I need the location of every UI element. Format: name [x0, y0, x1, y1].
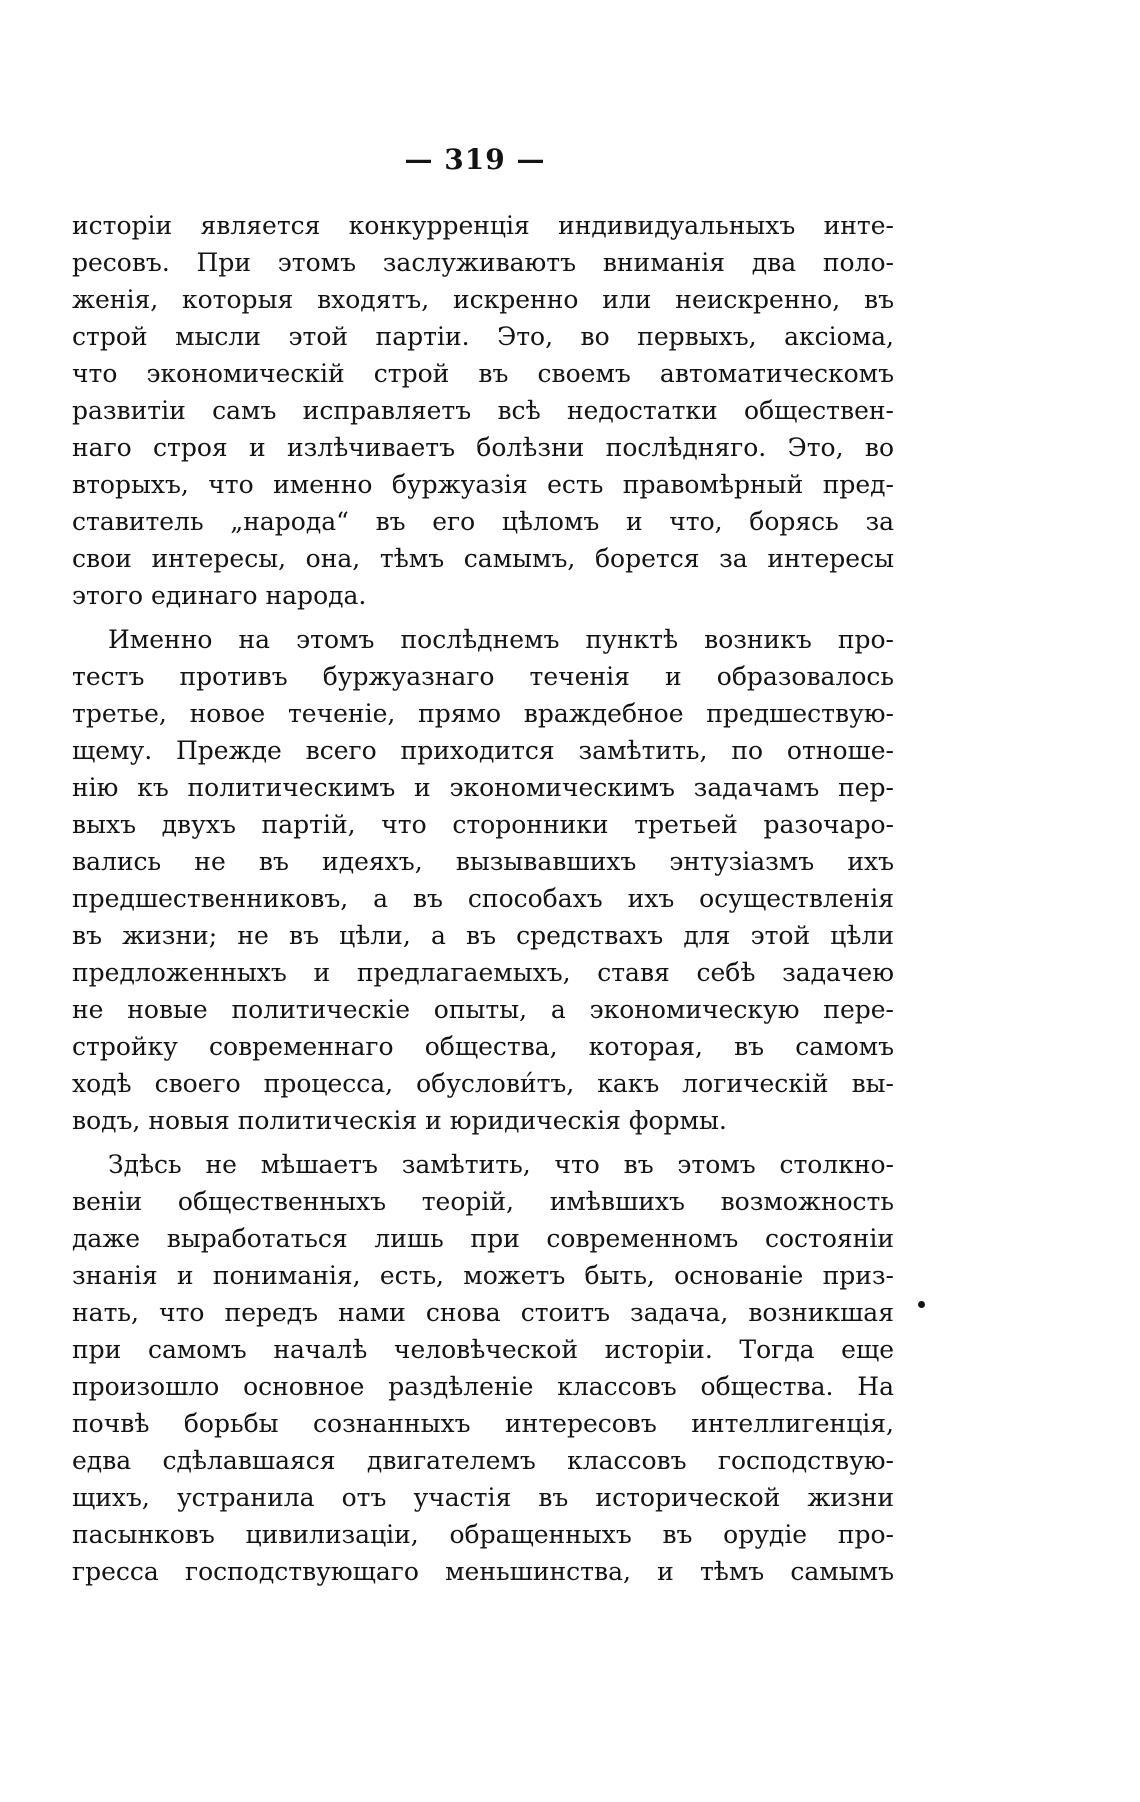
- text-line: что экономическій строй въ своемъ автоматическомъ: [72, 359, 894, 388]
- text-line: гресса господствующаго меньшинства, и тѣмъ самымъ: [72, 1557, 894, 1586]
- text-line: Именно на этомъ послѣднемъ пунктѣ возникъ про-: [108, 625, 894, 654]
- text-line: даже выработаться лишь при современномъ состояніи: [72, 1224, 894, 1253]
- page-number: — 319 —: [404, 143, 546, 176]
- text-line: произошло основное раздѣленіе классовъ общества. На: [72, 1372, 894, 1401]
- text-line: третье, новое теченіе, прямо враждебное предшествую-: [72, 699, 894, 728]
- text-line: знанія и пониманія, есть, можетъ быть, основаніе приз-: [72, 1261, 894, 1290]
- text-line: нать, что передъ нами снова стоитъ задача, возникшая: [72, 1298, 894, 1327]
- text-line: вторыхъ, что именно буржуазія есть правомѣрный пред-: [72, 470, 894, 499]
- text-line: ставитель „народа“ въ его цѣломъ и что, борясь за: [72, 507, 894, 536]
- text-line: выхъ двухъ партій, что сторонники третьей разочаро-: [72, 810, 894, 839]
- text-line: нію къ политическимъ и экономическимъ задачамъ пер-: [72, 773, 894, 802]
- text-line: щему. Прежде всего приходится замѣтить, по отноше-: [72, 736, 894, 765]
- text-line: пасынковъ цивилизаціи, обращенныхъ въ орудіе про-: [72, 1520, 894, 1549]
- text-line: наго строя и излѣчиваетъ болѣзни послѣдняго. Это, во: [72, 433, 894, 462]
- text-line: развитіи самъ исправляетъ всѣ недостатки обществен-: [72, 396, 894, 425]
- text-line: предшественниковъ, а въ способахъ ихъ осуществленія: [72, 884, 894, 913]
- text-line: Здѣсь не мѣшаетъ замѣтить, что въ этомъ столкно-: [108, 1150, 894, 1179]
- text-line: въ жизни; не въ цѣли, а въ средствахъ для этой цѣли: [72, 921, 894, 950]
- text-line: этого единаго народа.: [72, 581, 367, 610]
- text-line: не новые политическіе опыты, а экономическую пере-: [72, 995, 894, 1024]
- text-line: свои интересы, она, тѣмъ самымъ, борется за интересы: [72, 544, 894, 573]
- paragraph-1: [72, 207, 894, 614]
- text-line: водъ, новыя политическія и юридическія формы.: [72, 1106, 727, 1135]
- text-line: предложенныхъ и предлагаемыхъ, ставя себѣ задачею: [72, 958, 894, 987]
- text-line: едва сдѣлавшаяся двигателемъ классовъ господствую-: [72, 1446, 894, 1475]
- text-line: при самомъ началѣ человѣческой исторіи. Тогда еще: [72, 1335, 894, 1364]
- text-line: ресовъ. При этомъ заслуживаютъ вниманія два поло-: [72, 248, 894, 277]
- text-line: строй мысли этой партіи. Это, во первыхъ, аксіома,: [72, 322, 894, 351]
- text-line: почвѣ борьбы сознанныхъ интересовъ интеллигенція,: [72, 1409, 894, 1438]
- text-line: ходѣ своего процесса, обуслови́тъ, какъ логическій вы-: [72, 1069, 894, 1098]
- paragraph-3: [72, 1146, 894, 1590]
- text-line: исторіи является конкурренція индивидуальныхъ инте-: [72, 211, 894, 240]
- ink-speck: [918, 1301, 925, 1308]
- text-line: стройку современнаго общества, которая, въ самомъ: [72, 1032, 894, 1061]
- paragraph-2: [72, 621, 894, 1139]
- text-line: веніи общественныхъ теорій, имѣвшихъ возможность: [72, 1187, 894, 1216]
- text-line: женія, которыя входятъ, искренно или неискренно, въ: [72, 285, 894, 314]
- text-line: щихъ, устранила отъ участія въ исторической жизни: [72, 1483, 894, 1512]
- text-line: вались не въ идеяхъ, вызывавшихъ энтузіазмъ ихъ: [72, 847, 894, 876]
- text-line: тестъ противъ буржуазнаго теченія и образовалось: [72, 662, 894, 691]
